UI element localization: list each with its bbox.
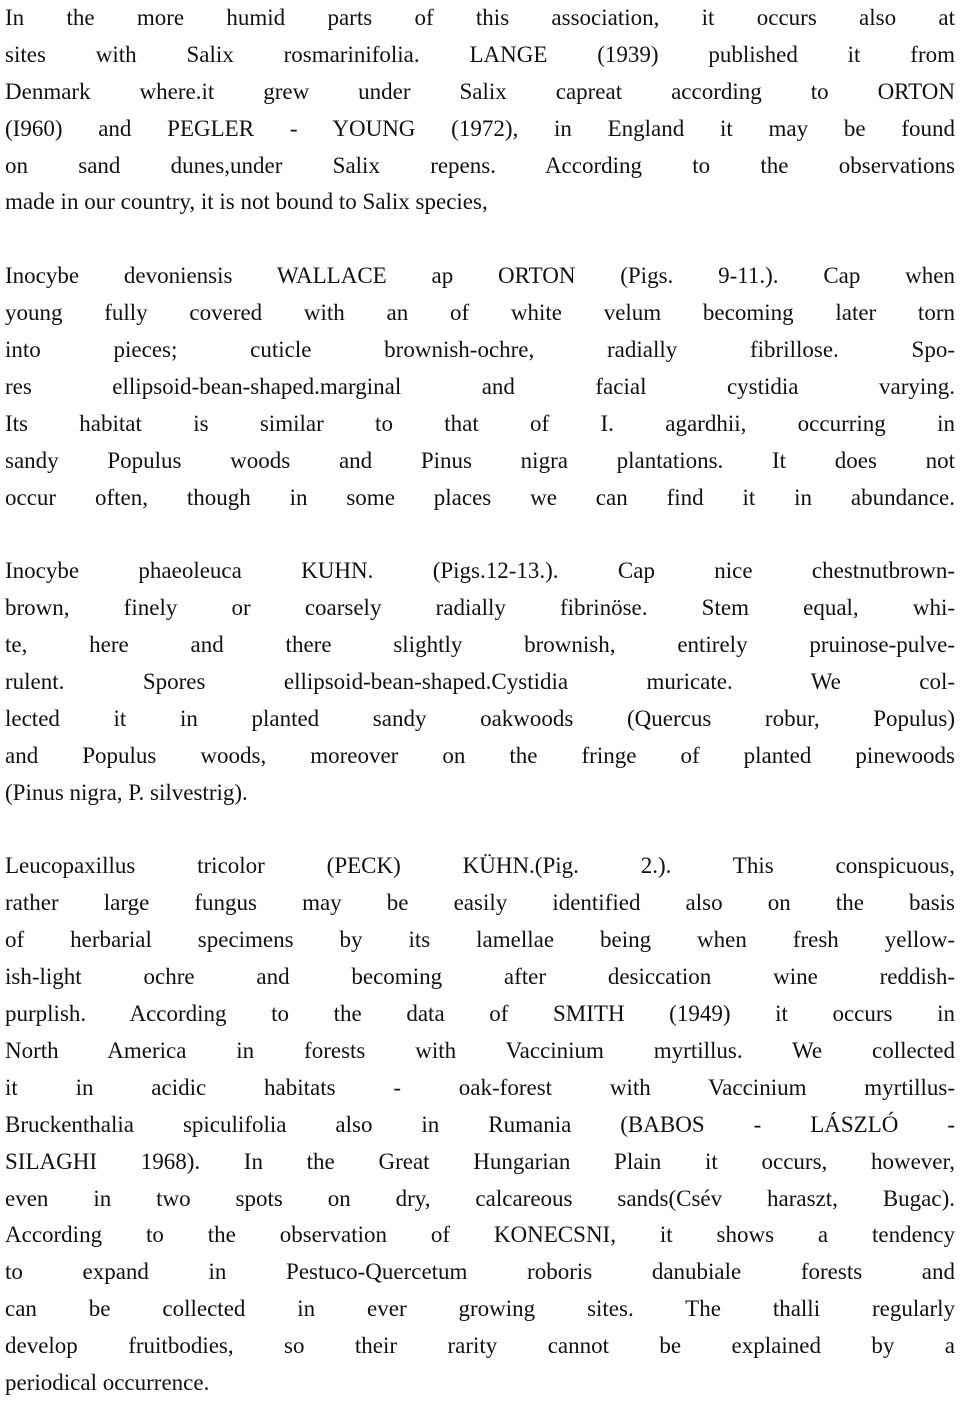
text-line: According to the observation of KONECSNI, it shows a tendency	[5, 1222, 955, 1248]
text-line: sandy Populus woods and Pinus nigra plantations. It does not	[5, 447, 955, 473]
text-line: (Pinus nigra, P. silvestrig).	[5, 779, 248, 805]
text-line: Bruckenthalia spiculifolia also in Rumania (BABOS - LÁSZLÓ -	[5, 1111, 955, 1137]
text-line: SILAGHI 1968). In the Great Hungarian Plain it occurs, however,	[5, 1148, 955, 1174]
paragraph-salix-habitat	[5, 0, 955, 221]
text-line: Its habitat is similar to that of I. agardhii, occurring in	[5, 410, 955, 436]
text-line: lected it in planted sandy oakwoods (Quercus robur, Populus)	[5, 705, 955, 731]
paragraph-leucopaxillus-tricolor	[5, 848, 955, 1401]
text-line: to expand in Pestuco-Quercetum roboris danubiale forests and	[5, 1259, 955, 1285]
text-line: ish-light ochre and becoming after desiccation wine reddish-	[5, 964, 955, 990]
paragraph-inocybe-phaeoleuca	[5, 553, 955, 811]
text-line: periodical occurrence.	[5, 1369, 210, 1395]
text-line: on sand dunes,under Salix repens. According to the observations	[5, 152, 955, 178]
text-line: can be collected in ever growing sites. The thalli regularly	[5, 1296, 955, 1322]
text-line: rulent. Spores ellipsoid-bean-shaped.Cystidia muricate. We col-	[5, 669, 955, 695]
text-line: In the more humid parts of this association, it occurs also at	[5, 5, 955, 30]
text-line: made in our country, it is not bound to Salix species,	[5, 189, 488, 215]
paragraph-gap	[5, 516, 955, 553]
text-line: into pieces; cuticle brownish-ochre, radially fibrillose. Spo-	[5, 337, 955, 363]
paragraph-gap	[5, 221, 955, 258]
text-line: of herbarial specimens by its lamellae being when fresh yellow-	[5, 927, 955, 953]
text-line: brown, finely or coarsely radially fibrinöse. Stem equal, whi-	[5, 595, 955, 621]
document-page	[5, 0, 955, 1402]
text-line: purplish. According to the data of SMITH (1949) it occurs in	[5, 1001, 955, 1027]
text-line: res ellipsoid-bean-shaped.marginal and facial cystidia varying.	[5, 373, 955, 399]
text-line: occur often, though in some places we can find it in abundance.	[5, 484, 955, 510]
text-line: Inocybe devoniensis WALLACE ap ORTON (Pigs. 9-11.). Cap when	[5, 263, 955, 289]
text-line: North America in forests with Vaccinium myrtillus. We collected	[5, 1037, 955, 1063]
text-line: sites with Salix rosmarinifolia. LANGE (1939) published it from	[5, 41, 955, 67]
text-line: rather large fungus may be easily identified also on the basis	[5, 890, 955, 916]
paragraph-inocybe-devoniensis	[5, 258, 955, 516]
text-line: (I960) and PEGLER - YOUNG (1972), in England it may be found	[5, 115, 955, 141]
text-line: Denmark where.it grew under Salix capreat according to ORTON	[5, 78, 955, 104]
text-line: even in two spots on dry, calcareous sands(Csév haraszt, Bugac).	[5, 1185, 955, 1211]
text-line: Inocybe phaeoleuca KUHN. (Pigs.12-13.). Cap nice chestnutbrown-	[5, 558, 955, 584]
paragraph-gap	[5, 812, 955, 849]
text-line: develop fruitbodies, so their rarity cannot be explained by a	[5, 1333, 955, 1359]
text-line: and Populus woods, moreover on the fringe of planted pinewoods	[5, 742, 955, 768]
text-line: young fully covered with an of white velum becoming later torn	[5, 300, 955, 326]
text-line: Leucopaxillus tricolor (PECK) KÜHN.(Pig. 2.). This conspicuous,	[5, 853, 955, 879]
text-line: te, here and there slightly brownish, entirely pruinose-pulve-	[5, 632, 955, 658]
text-line: it in acidic habitats - oak-forest with Vaccinium myrtillus-	[5, 1074, 955, 1100]
